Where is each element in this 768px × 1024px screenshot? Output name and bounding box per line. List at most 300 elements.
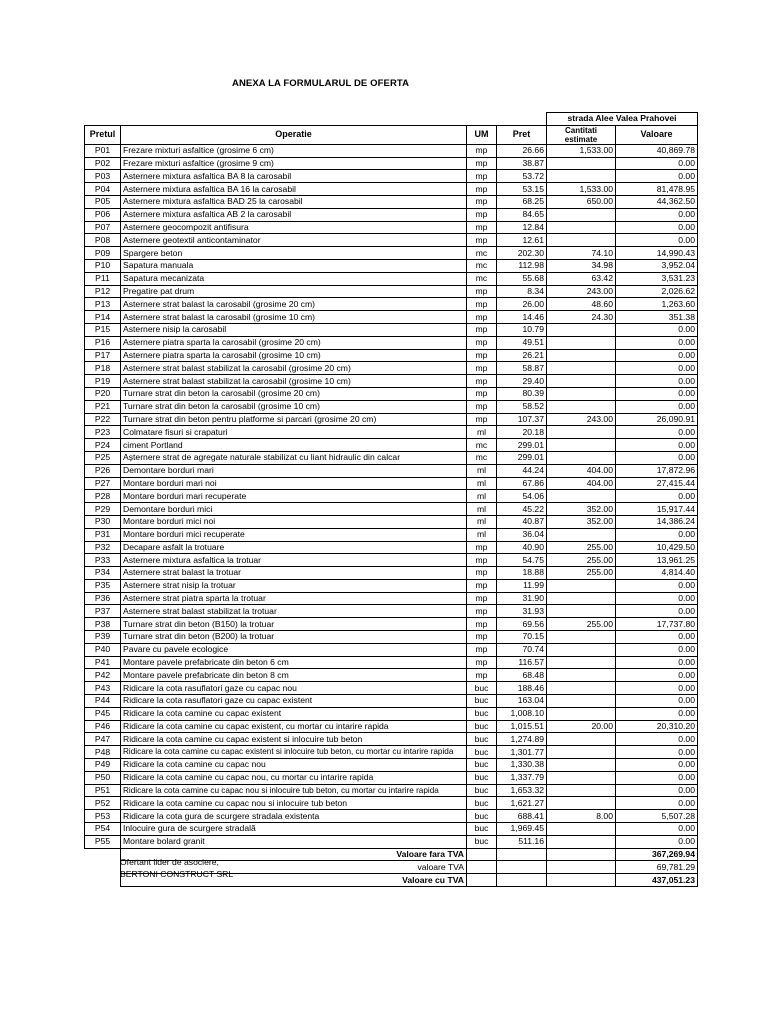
cell-price: 1,015.51 bbox=[497, 720, 547, 733]
cell-code: P16 bbox=[85, 336, 121, 349]
cell-operation: Pregatire pat drum bbox=[121, 285, 467, 298]
table-row bbox=[85, 195, 698, 208]
cell-price: 70.74 bbox=[497, 643, 547, 656]
cell-quantity: 255.00 bbox=[547, 618, 616, 631]
cell-quantity bbox=[547, 695, 616, 708]
cell-operation: Asternere nisip la carosabil bbox=[121, 323, 467, 336]
table-row bbox=[85, 285, 698, 298]
cell-um: buc bbox=[467, 771, 497, 784]
cell-code: P34 bbox=[85, 567, 121, 580]
cell-code: P21 bbox=[85, 400, 121, 413]
cell-price: 18.88 bbox=[497, 567, 547, 580]
cell-operation: Decapare asfalt la trotuare bbox=[121, 541, 467, 554]
cell-um: mp bbox=[467, 554, 497, 567]
table-row bbox=[85, 336, 698, 349]
cell-operation: Asternere strat balast la carosabil (grosime 20 cm) bbox=[121, 298, 467, 311]
cell-code: P22 bbox=[85, 413, 121, 426]
table-row bbox=[85, 477, 698, 490]
cell-code: P50 bbox=[85, 771, 121, 784]
cell-price: 31.93 bbox=[497, 605, 547, 618]
cell-code: P53 bbox=[85, 810, 121, 823]
cell-code: P54 bbox=[85, 823, 121, 836]
header-quantity: Cantitati estimate bbox=[547, 125, 616, 144]
cell-code: P01 bbox=[85, 144, 121, 157]
cell-code: P18 bbox=[85, 362, 121, 375]
cell-price: 44.24 bbox=[497, 464, 547, 477]
cell-value: 5,507.28 bbox=[616, 810, 698, 823]
cell-code: P06 bbox=[85, 208, 121, 221]
cell-value: 0.00 bbox=[616, 669, 698, 682]
cell-value: 15,917.44 bbox=[616, 503, 698, 516]
cell-quantity bbox=[547, 387, 616, 400]
cell-price: 68.25 bbox=[497, 195, 547, 208]
totals-value: 69,781.29 bbox=[616, 861, 698, 874]
cell-quantity bbox=[547, 759, 616, 772]
cell-operation: Ridicare la cota camine cu capac nou, cu mortar cu intarire rapida bbox=[121, 771, 467, 784]
table-row bbox=[85, 682, 698, 695]
cell-value: 0.00 bbox=[616, 234, 698, 247]
cell-value: 0.00 bbox=[616, 592, 698, 605]
cell-value: 4,814.40 bbox=[616, 567, 698, 580]
table-row bbox=[85, 669, 698, 682]
cell-price: 53.15 bbox=[497, 183, 547, 196]
cell-operation: Demontare borduri mari bbox=[121, 464, 467, 477]
offer-table bbox=[84, 112, 698, 887]
cell-quantity: 243.00 bbox=[547, 413, 616, 426]
cell-code: P05 bbox=[85, 195, 121, 208]
cell-value: 1,263.60 bbox=[616, 298, 698, 311]
cell-um: ml bbox=[467, 477, 497, 490]
cell-um: buc bbox=[467, 733, 497, 746]
table-row bbox=[85, 618, 698, 631]
cell-operation: Montare borduri mari recuperate bbox=[121, 490, 467, 503]
cell-price: 54.06 bbox=[497, 490, 547, 503]
table-row bbox=[85, 362, 698, 375]
cell-value: 0.00 bbox=[616, 362, 698, 375]
cell-value: 0.00 bbox=[616, 349, 698, 362]
cell-value: 0.00 bbox=[616, 631, 698, 644]
cell-um: mp bbox=[467, 195, 497, 208]
cell-value: 0.00 bbox=[616, 208, 698, 221]
table-row bbox=[85, 631, 698, 644]
cell-operation: Turnare strat din beton pentru platforme si parcari (grosime 20 cm) bbox=[121, 413, 467, 426]
cell-quantity bbox=[547, 490, 616, 503]
cell-um: ml bbox=[467, 528, 497, 541]
cell-quantity bbox=[547, 362, 616, 375]
cell-operation: Asternere strat piatra sparta la trotuar bbox=[121, 592, 467, 605]
cell-value: 10,429.50 bbox=[616, 541, 698, 554]
cell-value: 13,961.25 bbox=[616, 554, 698, 567]
table-header bbox=[85, 125, 698, 144]
cell-um: mp bbox=[467, 656, 497, 669]
cell-um: mp bbox=[467, 669, 497, 682]
cell-value: 0.00 bbox=[616, 771, 698, 784]
cell-um: ml bbox=[467, 464, 497, 477]
cell-price: 1,653.32 bbox=[497, 784, 547, 797]
cell-um: mp bbox=[467, 323, 497, 336]
cell-operation: Turnare strat din beton (B150) la trotuar bbox=[121, 618, 467, 631]
cell-value: 0.00 bbox=[616, 528, 698, 541]
cell-quantity bbox=[547, 439, 616, 452]
cell-code: P12 bbox=[85, 285, 121, 298]
cell-operation: Pavare cu pavele ecologice bbox=[121, 643, 467, 656]
table-row bbox=[85, 387, 698, 400]
cell-operation: Ridicare la cota camine cu capac nou bbox=[121, 759, 467, 772]
location-header: strada Alee Valea Prahovei bbox=[547, 113, 698, 126]
cell-quantity: 1,533.00 bbox=[547, 183, 616, 196]
header-price: Pret bbox=[497, 125, 547, 144]
cell-um: mp bbox=[467, 285, 497, 298]
cell-um: mp bbox=[467, 400, 497, 413]
table-row bbox=[85, 323, 698, 336]
cell-quantity bbox=[547, 631, 616, 644]
cell-value: 0.00 bbox=[616, 400, 698, 413]
cell-code: P29 bbox=[85, 503, 121, 516]
cell-value: 14,990.43 bbox=[616, 247, 698, 260]
cell-quantity: 20.00 bbox=[547, 720, 616, 733]
cell-price: 26.66 bbox=[497, 144, 547, 157]
cell-price: 12.84 bbox=[497, 221, 547, 234]
cell-operation: Asternere strat balast stabilizat la carosabil (grosime 20 cm) bbox=[121, 362, 467, 375]
cell-price: 1,274.89 bbox=[497, 733, 547, 746]
table-row bbox=[85, 835, 698, 848]
table-row bbox=[85, 349, 698, 362]
cell-um: mc bbox=[467, 259, 497, 272]
cell-quantity: 352.00 bbox=[547, 515, 616, 528]
cell-quantity bbox=[547, 746, 616, 759]
cell-code: P47 bbox=[85, 733, 121, 746]
cell-operation: Demontare borduri mici bbox=[121, 503, 467, 516]
cell-code: P43 bbox=[85, 682, 121, 695]
table-row bbox=[85, 579, 698, 592]
cell-value: 0.00 bbox=[616, 643, 698, 656]
cell-value: 3,531.23 bbox=[616, 272, 698, 285]
cell-quantity bbox=[547, 426, 616, 439]
cell-operation: Ridicare la cota camine cu capac existent si inlocuire tub beton, cu mortar cu intarire rapida bbox=[121, 746, 467, 759]
cell-operation: Spargere beton bbox=[121, 247, 467, 260]
cell-code: P41 bbox=[85, 656, 121, 669]
cell-value: 0.00 bbox=[616, 759, 698, 772]
table-row bbox=[85, 208, 698, 221]
cell-um: mp bbox=[467, 221, 497, 234]
cell-price: 188.46 bbox=[497, 682, 547, 695]
cell-code: P07 bbox=[85, 221, 121, 234]
cell-um: mp bbox=[467, 605, 497, 618]
cell-operation: Frezare mixturi asfaltice (grosime 9 cm) bbox=[121, 157, 467, 170]
table-row bbox=[85, 797, 698, 810]
cell-um: buc bbox=[467, 759, 497, 772]
cell-quantity bbox=[547, 643, 616, 656]
cell-code: P10 bbox=[85, 259, 121, 272]
cell-quantity bbox=[547, 157, 616, 170]
cell-value: 2,026.62 bbox=[616, 285, 698, 298]
cell-operation: Turnare strat din beton la carosabil (grosime 20 cm) bbox=[121, 387, 467, 400]
cell-quantity: 48.60 bbox=[547, 298, 616, 311]
cell-value: 81,478.95 bbox=[616, 183, 698, 196]
cell-value: 3,952.04 bbox=[616, 259, 698, 272]
cell-um: mp bbox=[467, 183, 497, 196]
table-row bbox=[85, 515, 698, 528]
header-value: Valoare bbox=[616, 125, 698, 144]
table-row bbox=[85, 413, 698, 426]
table-row bbox=[85, 464, 698, 477]
cell-value: 0.00 bbox=[616, 490, 698, 503]
cell-operation: Asternere strat balast la carosabil (grosime 10 cm) bbox=[121, 311, 467, 324]
cell-code: P02 bbox=[85, 157, 121, 170]
cell-price: 1,621.27 bbox=[497, 797, 547, 810]
cell-code: P35 bbox=[85, 579, 121, 592]
cell-quantity bbox=[547, 605, 616, 618]
cell-code: P28 bbox=[85, 490, 121, 503]
cell-um: mp bbox=[467, 362, 497, 375]
cell-quantity bbox=[547, 784, 616, 797]
cell-code: P44 bbox=[85, 695, 121, 708]
cell-price: 26.00 bbox=[497, 298, 547, 311]
cell-operation: Ridicare la cota rasuflatori gaze cu capac existent bbox=[121, 695, 467, 708]
cell-value: 44,362.50 bbox=[616, 195, 698, 208]
cell-code: P31 bbox=[85, 528, 121, 541]
table-row bbox=[85, 400, 698, 413]
cell-price: 11.99 bbox=[497, 579, 547, 592]
cell-um: mp bbox=[467, 144, 497, 157]
cell-um: ml bbox=[467, 503, 497, 516]
table-row bbox=[85, 170, 698, 183]
cell-price: 80.39 bbox=[497, 387, 547, 400]
cell-value: 0.00 bbox=[616, 451, 698, 464]
cell-operation: Ridicare la cota gura de scurgere stradala existenta bbox=[121, 810, 467, 823]
cell-value: 0.00 bbox=[616, 426, 698, 439]
totals-label: Valoare cu TVA bbox=[121, 874, 467, 887]
table-row bbox=[85, 759, 698, 772]
cell-value: 0.00 bbox=[616, 375, 698, 388]
cell-quantity bbox=[547, 669, 616, 682]
table-row bbox=[85, 695, 698, 708]
cell-um: buc bbox=[467, 746, 497, 759]
cell-quantity bbox=[547, 170, 616, 183]
cell-quantity bbox=[547, 579, 616, 592]
cell-operation: Montare borduri mari noi bbox=[121, 477, 467, 490]
cell-quantity: 255.00 bbox=[547, 554, 616, 567]
cell-um: mp bbox=[467, 541, 497, 554]
table-row bbox=[85, 272, 698, 285]
cell-quantity bbox=[547, 451, 616, 464]
cell-value: 0.00 bbox=[616, 835, 698, 848]
cell-code: P24 bbox=[85, 439, 121, 452]
cell-operation: Asternere piatra sparta la carosabil (grosime 20 cm) bbox=[121, 336, 467, 349]
cell-um: mp bbox=[467, 413, 497, 426]
cell-um: mp bbox=[467, 643, 497, 656]
cell-operation: Montare borduri mici noi bbox=[121, 515, 467, 528]
cell-um: buc bbox=[467, 682, 497, 695]
cell-code: P49 bbox=[85, 759, 121, 772]
cell-operation: ciment Portland bbox=[121, 439, 467, 452]
cell-quantity bbox=[547, 797, 616, 810]
cell-price: 55.68 bbox=[497, 272, 547, 285]
table-row bbox=[85, 656, 698, 669]
cell-value: 20,310.20 bbox=[616, 720, 698, 733]
cell-operation: Sapatura mecanizata bbox=[121, 272, 467, 285]
cell-quantity: 74.10 bbox=[547, 247, 616, 260]
cell-value: 0.00 bbox=[616, 157, 698, 170]
cell-operation: Inlocuire gura de scurgere stradală bbox=[121, 823, 467, 836]
cell-price: 70.15 bbox=[497, 631, 547, 644]
document-title: ANEXA LA FORMULARUL DE OFERTA bbox=[232, 78, 410, 89]
cell-code: P40 bbox=[85, 643, 121, 656]
cell-value: 0.00 bbox=[616, 784, 698, 797]
cell-quantity bbox=[547, 336, 616, 349]
cell-price: 53.72 bbox=[497, 170, 547, 183]
table-row bbox=[85, 592, 698, 605]
cell-price: 40.90 bbox=[497, 541, 547, 554]
table-row bbox=[85, 810, 698, 823]
table-row bbox=[85, 311, 698, 324]
cell-operation: Montare borduri mici recuperate bbox=[121, 528, 467, 541]
cell-price: 116.57 bbox=[497, 656, 547, 669]
cell-quantity bbox=[547, 323, 616, 336]
signature-block bbox=[120, 856, 233, 880]
table-row bbox=[85, 784, 698, 797]
cell-operation: Asternere mixtura asfaltica la trotuar bbox=[121, 554, 467, 567]
cell-quantity bbox=[547, 221, 616, 234]
cell-value: 26,090.91 bbox=[616, 413, 698, 426]
table-row bbox=[85, 771, 698, 784]
totals-value: 437,051.23 bbox=[616, 874, 698, 887]
cell-code: P46 bbox=[85, 720, 121, 733]
cell-quantity: 8.00 bbox=[547, 810, 616, 823]
cell-um: mc bbox=[467, 247, 497, 260]
cell-quantity bbox=[547, 528, 616, 541]
cell-value: 0.00 bbox=[616, 707, 698, 720]
cell-quantity: 243.00 bbox=[547, 285, 616, 298]
table-row bbox=[85, 426, 698, 439]
cell-code: P17 bbox=[85, 349, 121, 362]
cell-quantity: 24.30 bbox=[547, 311, 616, 324]
cell-quantity: 255.00 bbox=[547, 567, 616, 580]
cell-price: 202.30 bbox=[497, 247, 547, 260]
cell-price: 1,301.77 bbox=[497, 746, 547, 759]
cell-operation: Asternere geocompozit antifisura bbox=[121, 221, 467, 234]
cell-price: 163.04 bbox=[497, 695, 547, 708]
cell-value: 0.00 bbox=[616, 605, 698, 618]
header-um: UM bbox=[467, 125, 497, 144]
cell-value: 17,872.96 bbox=[616, 464, 698, 477]
cell-price: 38.87 bbox=[497, 157, 547, 170]
cell-value: 0.00 bbox=[616, 221, 698, 234]
cell-operation: Asternere mixtura asfaltica BA 16 la carosabil bbox=[121, 183, 467, 196]
cell-quantity: 1,533.00 bbox=[547, 144, 616, 157]
cell-price: 511.16 bbox=[497, 835, 547, 848]
cell-quantity: 404.00 bbox=[547, 464, 616, 477]
cell-operation: Asternere mixtura asfaltica BA 8 la carosabil bbox=[121, 170, 467, 183]
cell-code: P14 bbox=[85, 311, 121, 324]
cell-code: P19 bbox=[85, 375, 121, 388]
cell-operation: Asternere strat balast stabilizat la carosabil (grosime 10 cm) bbox=[121, 375, 467, 388]
cell-price: 20.18 bbox=[497, 426, 547, 439]
table-row bbox=[85, 746, 698, 759]
cell-price: 14.46 bbox=[497, 311, 547, 324]
cell-code: P26 bbox=[85, 464, 121, 477]
cell-um: mp bbox=[467, 208, 497, 221]
cell-code: P48 bbox=[85, 746, 121, 759]
bidder-label: Ofertant lider de asociere, bbox=[120, 857, 219, 867]
table-row bbox=[85, 234, 698, 247]
cell-price: 58.52 bbox=[497, 400, 547, 413]
cell-code: P32 bbox=[85, 541, 121, 554]
cell-code: P09 bbox=[85, 247, 121, 260]
totals-value: 367,269.94 bbox=[616, 848, 698, 861]
cell-code: P51 bbox=[85, 784, 121, 797]
cell-um: ml bbox=[467, 515, 497, 528]
cell-quantity bbox=[547, 682, 616, 695]
cell-operation: Asternere piatra sparta la carosabil (grosime 10 cm) bbox=[121, 349, 467, 362]
cell-um: buc bbox=[467, 797, 497, 810]
table-row bbox=[85, 221, 698, 234]
cell-um: buc bbox=[467, 784, 497, 797]
cell-price: 45.22 bbox=[497, 503, 547, 516]
table-row bbox=[85, 605, 698, 618]
cell-code: P52 bbox=[85, 797, 121, 810]
cell-um: buc bbox=[467, 720, 497, 733]
cell-code: P55 bbox=[85, 835, 121, 848]
cell-quantity: 404.00 bbox=[547, 477, 616, 490]
cell-quantity bbox=[547, 823, 616, 836]
cell-quantity bbox=[547, 771, 616, 784]
cell-operation: Turnare strat din beton la carosabil (grosime 10 cm) bbox=[121, 400, 467, 413]
table-row bbox=[85, 823, 698, 836]
cell-um: buc bbox=[467, 695, 497, 708]
cell-um: mp bbox=[467, 298, 497, 311]
cell-operation: Asternere strat balast la trotuar bbox=[121, 567, 467, 580]
cell-quantity bbox=[547, 400, 616, 413]
cell-quantity: 63.42 bbox=[547, 272, 616, 285]
cell-value: 17,737.80 bbox=[616, 618, 698, 631]
cell-value: 14,386.24 bbox=[616, 515, 698, 528]
cell-quantity: 34.98 bbox=[547, 259, 616, 272]
cell-um: mp bbox=[467, 579, 497, 592]
table-row bbox=[85, 554, 698, 567]
cell-price: 58.87 bbox=[497, 362, 547, 375]
cell-operation: Turnare strat din beton (B200) la trotuar bbox=[121, 631, 467, 644]
cell-operation: Asternere strat balast stabilizat la trotuar bbox=[121, 605, 467, 618]
cell-code: P08 bbox=[85, 234, 121, 247]
cell-operation: Asternere mixtura asfaltica AB 2 la carosabil bbox=[121, 208, 467, 221]
cell-operation: Ridicare la cota camine cu capac existent, cu mortar cu intarire rapida bbox=[121, 720, 467, 733]
cell-um: mp bbox=[467, 592, 497, 605]
cell-operation: Asternere mixtura asfaltica BAD 25 la carosabil bbox=[121, 195, 467, 208]
cell-price: 299.01 bbox=[497, 451, 547, 464]
cell-price: 40.87 bbox=[497, 515, 547, 528]
cell-value: 40,869.78 bbox=[616, 144, 698, 157]
cell-value: 0.00 bbox=[616, 323, 698, 336]
cell-um: buc bbox=[467, 823, 497, 836]
cell-quantity bbox=[547, 349, 616, 362]
cell-operation: Colmatare fisuri si crapaturi bbox=[121, 426, 467, 439]
cell-price: 68.48 bbox=[497, 669, 547, 682]
cell-um: mp bbox=[467, 157, 497, 170]
totals-label: Valoare fara TVA bbox=[121, 848, 467, 861]
header-operation: Operatie bbox=[121, 125, 467, 144]
cell-um: mp bbox=[467, 170, 497, 183]
table-row bbox=[85, 451, 698, 464]
cell-quantity bbox=[547, 707, 616, 720]
cell-price: 10.79 bbox=[497, 323, 547, 336]
cell-value: 351.38 bbox=[616, 311, 698, 324]
cell-value: 0.00 bbox=[616, 823, 698, 836]
cell-quantity bbox=[547, 234, 616, 247]
table-row bbox=[85, 733, 698, 746]
company-name: BERTONI CONSTRUCT SRL bbox=[120, 869, 234, 879]
table-row bbox=[85, 541, 698, 554]
